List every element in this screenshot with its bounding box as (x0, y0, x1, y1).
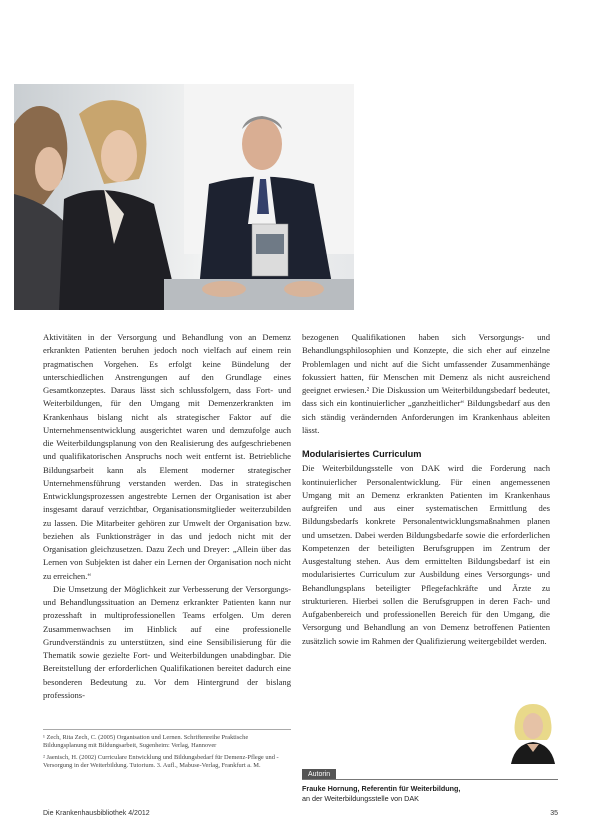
author-line-1: Frauke Hornung, Referentin für Weiterbildung, (302, 784, 461, 793)
left-column (43, 331, 291, 702)
right-column (302, 331, 550, 648)
paragraph: Aktivitäten in der Versorgung und Behandlung von an Demenz erkrankten Patienten beruhen jedoch noch vielfach auf einem rein pragmatischen Vorgehen. Es erfolgt keine Bündelung der unterschiedlichen Anstrengungen auf den Grundlage eines Gesamtkonzeptes. Daraus lässt sich schlussfolgern, dass Fort- und Weiterbildungen, für den Umgang mit Demenzerkrankten im Krankenhaus bislang nicht als strategischer Faktor auf die Unternehmensentwicklung ausgerichtet waren und demzufolge auch die Weiterbildungsplanung von den Realisierung des aufgeschriebenen und qualifikatorischen Anspruchs noch weit entfernt ist. Betriebliche Bildungsarbeit kann als Element moderner strategischer Unternehmensführung verstanden werden. Das in strategischen Entwicklungsprozessen angestrebte Lernen der Organisation ist aber insgesamt darauf verzichtbar, Organisationsmitglieder weiterzubilden zu lassen. Die Mitarbeiter gehören zur Umwelt der Organisation bzw. beziehen als Funktionsträger in das und jedoch nicht mit der Organisation gleichzusetzen. Dazu Zech und Dreyer: „Allein über das Lernen von Subjekten ist daher ein Lernen der Organisation noch nicht zu erreichen.“ (43, 332, 291, 581)
author-photo (507, 702, 559, 764)
page-number: 35 (550, 810, 558, 817)
section-heading: Modularisiertes Curriculum (302, 449, 422, 459)
author-label: Autorin (302, 769, 336, 780)
paragraph: Die Umsetzung der Möglichkeit zur Verbesserung der Versorgungs- und Behandlungssituation an Demenz erkrankter Patienten kann nur prozesshaft in multiprofessionellen Teams erfolgen. Um deren Zusammenwachsen im Hinblick auf eine professionelle Grundverständnis zu unterstützen, sind eine Sensibilisierung für die Thematik sowie gezielte Fort- und Weiterbildungen unabdingbar. Die Bereitstellung der erforderlichen Qualifikationen bereitet dadurch eine besonderen Bedeutung zu. Vor dem Hintergrund der bislang professions- (43, 583, 291, 700)
footnotes (43, 729, 291, 774)
paragraph: bezogenen Qualifikationen haben sich Versorgungs- und Behandlungsphilosophien und Konzepte, die sich eher auf einzelne Problemlagen und nicht auf die Sicht umfassender Zusammenhänge fokussiert hatten, für Menschen mit Demenz als nicht ausreichend geeignet erwiesen.² Die Diskussion um Weiterbildungsbedarf bedeutet, dass sich ein kontinuierlicher „ganzheitlicher“ Bildungsbedarf aus den sich ständig verändernden Anforderungen im Krankenhaus ableiten lässt. (302, 332, 550, 435)
author-info (302, 784, 460, 803)
page-footer (43, 810, 558, 817)
paragraph: Die Weiterbildungsstelle von DAK wird die Forderung nach kontinuierlicher Personalentwicklung. Für einen angemessenen Umgang mit an Demenz erkrankten Patienten im Krankenhaus aufgreifen und aus einer systematischen Ermittlung des Bildungsbedarfs konkrete Personalentwicklungsmaßnahmen planen und umsetzen. Dabei werden Bildungsbedarfe sowie die erforderlichen Kompetenzen der beteiligten Berufsgruppen im Zentrum der Ausgestaltung stehen. Aus dem ermittelten Bildungsbedarf ist ein modularisiertes Curriculum zur Ausbildung eines Versorgungs- und Behandlungsplans beteiligter Pflegefachkräfte und Ärzte zu strukturieren. Hierbei sollen die Berufsgruppen in deren Fach- und Aufgabenbereich und professionellen Bereich für den Umgang, die Versorgung und Behandlung an von Demenz betroffenen Patienten zusätzlich sowie im Rahmen der Qualifizierung weitergebildet werden. (302, 463, 550, 646)
footnote: ² Jaenisch, H. (2002) Curriculare Entwicklung und Bildungsbedarf für Demenz-Pflege und -Versorgung in der Weiterbildung. Tutorium. 3. Aufl., Mabuse-Verlag, Frankfurt a. M. (43, 753, 279, 770)
author-line-2: an der Weiterbildungsstelle von DAK (302, 793, 419, 803)
footnote: ¹ Zech, Rita Zech, C. (2005) Organisation und Lernen. Schriftenreihe Praktische Bildungsplanung mit Bildungsarbeit, Sugenheim: Verlag, Hannover (43, 734, 249, 750)
publication-name: Die Krankenhausbibliothek 4/2012 (43, 810, 150, 817)
article-photo (14, 84, 354, 310)
divider (302, 779, 558, 780)
